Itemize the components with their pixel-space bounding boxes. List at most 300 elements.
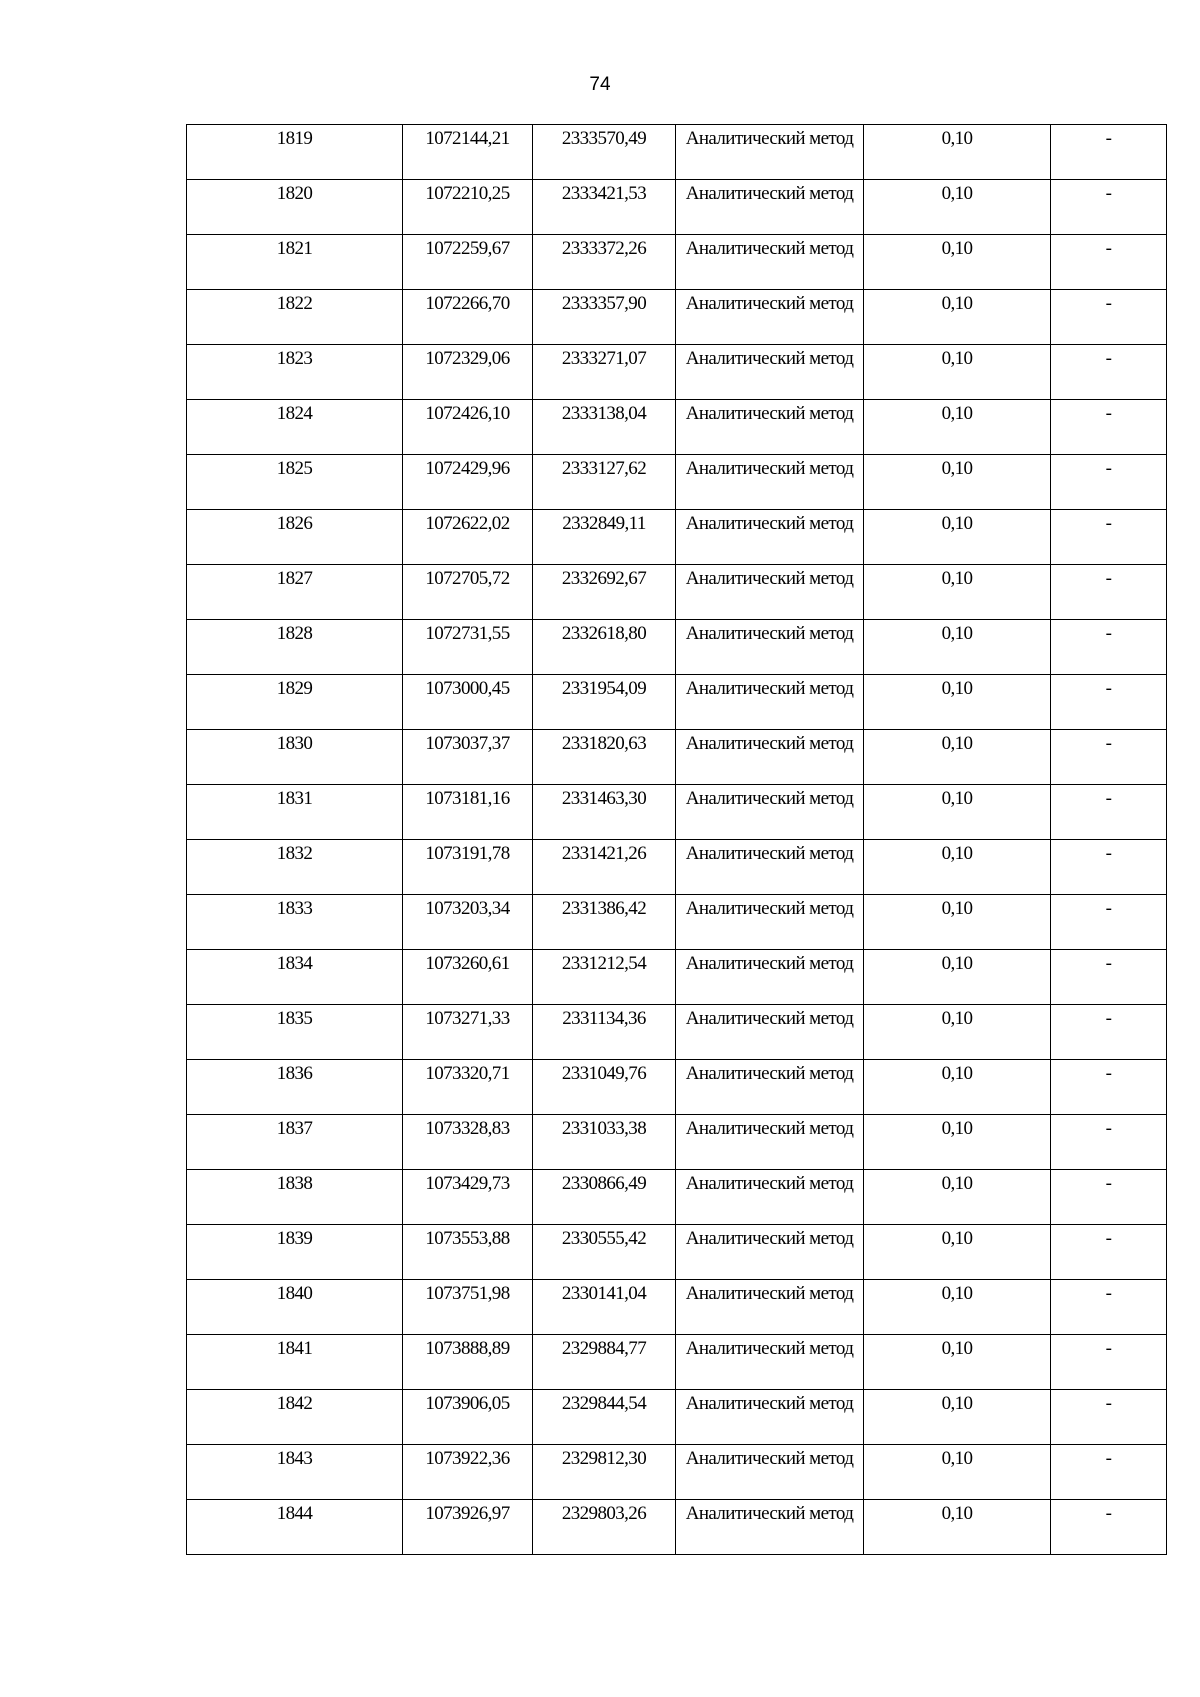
cell-x-coordinate <box>403 1005 533 1060</box>
table-row <box>187 1335 1167 1390</box>
cell-y-coordinate-text: 2331463,30 <box>561 788 647 809</box>
cell-note-text: - <box>1105 1228 1112 1249</box>
cell-accuracy-text: 0,10 <box>941 128 973 149</box>
cell-y-coordinate <box>533 290 676 345</box>
cell-y-coordinate <box>533 950 676 1005</box>
cell-accuracy <box>864 345 1051 400</box>
cell-y-coordinate-text: 2333421,53 <box>561 183 647 204</box>
cell-method <box>676 730 864 785</box>
cell-x-coordinate-text: 1072705,72 <box>425 568 510 589</box>
cell-y-coordinate-text: 2330555,42 <box>561 1228 647 1249</box>
cell-accuracy-text: 0,10 <box>941 1173 973 1194</box>
cell-x-coordinate <box>403 1225 533 1280</box>
cell-point-number-text: 1839 <box>276 1228 313 1249</box>
cell-accuracy-text: 0,10 <box>941 733 973 754</box>
cell-point-number <box>187 950 403 1005</box>
table-row <box>187 1445 1167 1500</box>
table-row <box>187 1060 1167 1115</box>
cell-x-coordinate-text: 1073922,36 <box>425 1448 510 1469</box>
cell-y-coordinate <box>533 1280 676 1335</box>
cell-note-text: - <box>1105 623 1112 644</box>
cell-x-coordinate-text: 1073271,33 <box>425 1008 510 1029</box>
table-row <box>187 400 1167 455</box>
cell-x-coordinate <box>403 730 533 785</box>
cell-y-coordinate-text: 2333372,26 <box>561 238 647 259</box>
cell-point-number-text: 1832 <box>276 843 313 864</box>
cell-y-coordinate-text: 2330141,04 <box>561 1283 647 1304</box>
cell-method <box>676 1060 864 1115</box>
cell-x-coordinate <box>403 1445 533 1500</box>
cell-y-coordinate <box>533 455 676 510</box>
table-body <box>187 125 1167 1555</box>
cell-y-coordinate <box>533 1225 676 1280</box>
cell-y-coordinate-text: 2332692,67 <box>561 568 647 589</box>
cell-accuracy-text: 0,10 <box>941 1228 973 1249</box>
cell-accuracy-text: 0,10 <box>941 953 973 974</box>
cell-note <box>1051 400 1167 455</box>
cell-method-text: Аналитический метод <box>685 1283 854 1304</box>
cell-accuracy <box>864 180 1051 235</box>
cell-accuracy <box>864 1060 1051 1115</box>
cell-method-text: Аналитический метод <box>685 1393 854 1414</box>
cell-y-coordinate-text: 2331049,76 <box>561 1063 647 1084</box>
cell-point-number <box>187 180 403 235</box>
cell-point-number-text: 1820 <box>276 183 313 204</box>
cell-accuracy-text: 0,10 <box>941 1448 973 1469</box>
cell-accuracy <box>864 455 1051 510</box>
cell-point-number <box>187 400 403 455</box>
cell-point-number-text: 1821 <box>276 238 313 259</box>
cell-note-text: - <box>1105 953 1112 974</box>
cell-point-number <box>187 1445 403 1500</box>
cell-point-number <box>187 235 403 290</box>
cell-accuracy-text: 0,10 <box>941 678 973 699</box>
cell-note <box>1051 785 1167 840</box>
cell-accuracy <box>864 235 1051 290</box>
cell-x-coordinate-text: 1073000,45 <box>425 678 510 699</box>
cell-point-number <box>187 290 403 345</box>
table-row <box>187 510 1167 565</box>
cell-note <box>1051 1500 1167 1555</box>
cell-method-text: Аналитический метод <box>685 788 854 809</box>
cell-x-coordinate <box>403 1335 533 1390</box>
cell-x-coordinate-text: 1073888,89 <box>425 1338 510 1359</box>
cell-point-number-text: 1838 <box>276 1173 313 1194</box>
cell-note <box>1051 730 1167 785</box>
cell-x-coordinate-text: 1072266,70 <box>425 293 510 314</box>
cell-method-text: Аналитический метод <box>685 1228 854 1249</box>
cell-note-text: - <box>1105 1063 1112 1084</box>
cell-method-text: Аналитический метод <box>685 733 854 754</box>
cell-method <box>676 1005 864 1060</box>
cell-point-number-text: 1840 <box>276 1283 313 1304</box>
cell-point-number-text: 1842 <box>276 1393 313 1414</box>
cell-accuracy-text: 0,10 <box>941 1393 973 1414</box>
cell-accuracy-text: 0,10 <box>941 238 973 259</box>
cell-x-coordinate-text: 1073037,37 <box>425 733 510 754</box>
cell-accuracy-text: 0,10 <box>941 1008 973 1029</box>
cell-y-coordinate-text: 2333138,04 <box>561 403 647 424</box>
cell-accuracy-text: 0,10 <box>941 183 973 204</box>
cell-y-coordinate-text: 2329884,77 <box>561 1338 647 1359</box>
cell-x-coordinate-text: 1072329,06 <box>425 348 510 369</box>
cell-note-text: - <box>1105 458 1112 479</box>
cell-note <box>1051 455 1167 510</box>
cell-x-coordinate-text: 1073429,73 <box>425 1173 510 1194</box>
cell-accuracy-text: 0,10 <box>941 1503 973 1524</box>
table-row <box>187 1390 1167 1445</box>
cell-x-coordinate <box>403 1390 533 1445</box>
cell-method <box>676 400 864 455</box>
cell-point-number <box>187 1280 403 1335</box>
cell-method <box>676 1225 864 1280</box>
cell-accuracy <box>864 840 1051 895</box>
cell-note-text: - <box>1105 403 1112 424</box>
cell-accuracy-text: 0,10 <box>941 348 973 369</box>
cell-x-coordinate <box>403 1060 533 1115</box>
cell-point-number-text: 1834 <box>276 953 313 974</box>
cell-x-coordinate-text: 1072426,10 <box>425 403 510 424</box>
cell-note-text: - <box>1105 1448 1112 1469</box>
cell-y-coordinate-text: 2333357,90 <box>561 293 647 314</box>
cell-point-number-text: 1837 <box>276 1118 313 1139</box>
cell-point-number-text: 1819 <box>276 128 313 149</box>
cell-note <box>1051 1115 1167 1170</box>
cell-x-coordinate-text: 1073203,34 <box>425 898 510 919</box>
cell-accuracy <box>864 620 1051 675</box>
cell-accuracy-text: 0,10 <box>941 458 973 479</box>
cell-x-coordinate <box>403 1280 533 1335</box>
cell-note <box>1051 290 1167 345</box>
cell-point-number <box>187 840 403 895</box>
cell-accuracy <box>864 895 1051 950</box>
cell-accuracy <box>864 1225 1051 1280</box>
cell-method-text: Аналитический метод <box>685 568 854 589</box>
cell-method <box>676 290 864 345</box>
table-row <box>187 895 1167 950</box>
cell-x-coordinate-text: 1073751,98 <box>425 1283 510 1304</box>
cell-point-number <box>187 565 403 620</box>
cell-accuracy-text: 0,10 <box>941 513 973 534</box>
table-row <box>187 620 1167 675</box>
cell-x-coordinate <box>403 290 533 345</box>
table-row <box>187 125 1167 180</box>
cell-method <box>676 895 864 950</box>
cell-point-number-text: 1830 <box>276 733 313 754</box>
cell-accuracy <box>864 1390 1051 1445</box>
cell-y-coordinate <box>533 180 676 235</box>
cell-note-text: - <box>1105 348 1112 369</box>
cell-point-number-text: 1831 <box>276 788 313 809</box>
table-row <box>187 950 1167 1005</box>
cell-method-text: Аналитический метод <box>685 128 854 149</box>
cell-note-text: - <box>1105 1338 1112 1359</box>
cell-method <box>676 620 864 675</box>
cell-y-coordinate <box>533 345 676 400</box>
cell-method-text: Аналитический метод <box>685 1173 854 1194</box>
cell-accuracy-text: 0,10 <box>941 1118 973 1139</box>
cell-method-text: Аналитический метод <box>685 1338 854 1359</box>
cell-x-coordinate <box>403 675 533 730</box>
table-row <box>187 235 1167 290</box>
table-row <box>187 785 1167 840</box>
cell-point-number-text: 1844 <box>276 1503 313 1524</box>
cell-note-text: - <box>1105 293 1112 314</box>
cell-note-text: - <box>1105 788 1112 809</box>
cell-method <box>676 510 864 565</box>
cell-point-number <box>187 1170 403 1225</box>
cell-point-number <box>187 675 403 730</box>
cell-point-number-text: 1824 <box>276 403 313 424</box>
cell-y-coordinate <box>533 1390 676 1445</box>
table-row <box>187 1115 1167 1170</box>
cell-accuracy-text: 0,10 <box>941 843 973 864</box>
cell-y-coordinate <box>533 1500 676 1555</box>
cell-point-number <box>187 510 403 565</box>
cell-note <box>1051 1335 1167 1390</box>
table-row <box>187 180 1167 235</box>
cell-note <box>1051 1060 1167 1115</box>
cell-x-coordinate-text: 1072210,25 <box>425 183 510 204</box>
cell-y-coordinate <box>533 1445 676 1500</box>
cell-note <box>1051 235 1167 290</box>
cell-x-coordinate <box>403 455 533 510</box>
cell-x-coordinate <box>403 345 533 400</box>
cell-x-coordinate <box>403 1170 533 1225</box>
page-number: 74 <box>589 74 611 95</box>
cell-point-number <box>187 895 403 950</box>
cell-point-number <box>187 1390 403 1445</box>
cell-x-coordinate-text: 1072731,55 <box>425 623 510 644</box>
cell-method-text: Аналитический метод <box>685 843 854 864</box>
cell-method <box>676 1115 864 1170</box>
cell-y-coordinate-text: 2329812,30 <box>561 1448 647 1469</box>
cell-method <box>676 950 864 1005</box>
cell-accuracy-text: 0,10 <box>941 1283 973 1304</box>
cell-note-text: - <box>1105 898 1112 919</box>
cell-note-text: - <box>1105 1173 1112 1194</box>
cell-accuracy <box>864 1500 1051 1555</box>
cell-accuracy-text: 0,10 <box>941 898 973 919</box>
cell-note-text: - <box>1105 1503 1112 1524</box>
cell-accuracy-text: 0,10 <box>941 1063 973 1084</box>
table-row <box>187 290 1167 345</box>
cell-x-coordinate-text: 1073181,16 <box>425 788 510 809</box>
cell-accuracy <box>864 785 1051 840</box>
cell-point-number <box>187 1005 403 1060</box>
cell-x-coordinate-text: 1073320,71 <box>425 1063 510 1084</box>
cell-y-coordinate-text: 2332618,80 <box>561 623 647 644</box>
cell-point-number-text: 1828 <box>276 623 313 644</box>
table-row <box>187 345 1167 400</box>
cell-accuracy-text: 0,10 <box>941 1338 973 1359</box>
cell-accuracy <box>864 675 1051 730</box>
cell-note-text: - <box>1105 513 1112 534</box>
cell-method <box>676 785 864 840</box>
cell-method-text: Аналитический метод <box>685 678 854 699</box>
cell-y-coordinate <box>533 1115 676 1170</box>
cell-y-coordinate-text: 2331954,09 <box>561 678 647 699</box>
cell-method <box>676 675 864 730</box>
cell-method <box>676 1500 864 1555</box>
cell-point-number <box>187 785 403 840</box>
cell-y-coordinate <box>533 565 676 620</box>
cell-accuracy <box>864 950 1051 1005</box>
cell-note <box>1051 1225 1167 1280</box>
cell-note <box>1051 345 1167 400</box>
cell-method <box>676 1280 864 1335</box>
cell-method-text: Аналитический метод <box>685 513 854 534</box>
cell-y-coordinate-text: 2333271,07 <box>561 348 647 369</box>
coordinates-table <box>186 124 1167 1555</box>
cell-x-coordinate-text: 1073260,61 <box>425 953 510 974</box>
cell-method-text: Аналитический метод <box>685 458 854 479</box>
cell-y-coordinate-text: 2331820,63 <box>561 733 647 754</box>
cell-accuracy-text: 0,10 <box>941 568 973 589</box>
cell-method-text: Аналитический метод <box>685 1063 854 1084</box>
cell-y-coordinate <box>533 1005 676 1060</box>
cell-accuracy <box>864 565 1051 620</box>
cell-x-coordinate <box>403 510 533 565</box>
cell-method <box>676 345 864 400</box>
cell-y-coordinate <box>533 620 676 675</box>
cell-method <box>676 840 864 895</box>
cell-note <box>1051 1445 1167 1500</box>
cell-x-coordinate <box>403 235 533 290</box>
cell-x-coordinate-text: 1072144,21 <box>425 128 510 149</box>
cell-accuracy-text: 0,10 <box>941 788 973 809</box>
cell-note-text: - <box>1105 733 1112 754</box>
cell-accuracy <box>864 400 1051 455</box>
cell-x-coordinate <box>403 1500 533 1555</box>
cell-point-number <box>187 1335 403 1390</box>
cell-y-coordinate <box>533 785 676 840</box>
cell-point-number-text: 1843 <box>276 1448 313 1469</box>
cell-y-coordinate-text: 2331134,36 <box>562 1008 646 1029</box>
cell-note-text: - <box>1105 1008 1112 1029</box>
cell-y-coordinate <box>533 840 676 895</box>
cell-x-coordinate-text: 1073926,97 <box>425 1503 510 1524</box>
cell-note-text: - <box>1105 843 1112 864</box>
cell-note-text: - <box>1105 1393 1112 1414</box>
cell-method-text: Аналитический метод <box>685 1503 854 1524</box>
cell-point-number-text: 1827 <box>276 568 313 589</box>
cell-x-coordinate-text: 1072259,67 <box>425 238 510 259</box>
cell-note <box>1051 950 1167 1005</box>
table-row <box>187 1170 1167 1225</box>
cell-method-text: Аналитический метод <box>685 238 854 259</box>
cell-method <box>676 565 864 620</box>
cell-note-text: - <box>1105 238 1112 259</box>
cell-y-coordinate-text: 2331421,26 <box>561 843 647 864</box>
cell-point-number <box>187 1115 403 1170</box>
cell-accuracy-text: 0,10 <box>941 623 973 644</box>
cell-method-text: Аналитический метод <box>685 1118 854 1139</box>
cell-method <box>676 125 864 180</box>
cell-accuracy-text: 0,10 <box>941 403 973 424</box>
cell-x-coordinate <box>403 1115 533 1170</box>
table-row <box>187 455 1167 510</box>
cell-y-coordinate-text: 2333570,49 <box>561 128 647 149</box>
table-row <box>187 730 1167 785</box>
table-row <box>187 565 1167 620</box>
cell-note-text: - <box>1105 1118 1112 1139</box>
cell-note-text: - <box>1105 183 1112 204</box>
cell-note <box>1051 1280 1167 1335</box>
cell-x-coordinate <box>403 180 533 235</box>
cell-y-coordinate-text: 2329844,54 <box>561 1393 647 1414</box>
cell-method-text: Аналитический метод <box>685 953 854 974</box>
cell-x-coordinate-text: 1072429,96 <box>425 458 510 479</box>
cell-method <box>676 1170 864 1225</box>
cell-point-number-text: 1823 <box>276 348 313 369</box>
cell-x-coordinate-text: 1073328,83 <box>425 1118 510 1139</box>
cell-y-coordinate <box>533 510 676 565</box>
cell-point-number-text: 1841 <box>276 1338 313 1359</box>
cell-method <box>676 1390 864 1445</box>
cell-point-number-text: 1829 <box>276 678 313 699</box>
cell-method <box>676 1335 864 1390</box>
cell-point-number-text: 1835 <box>276 1008 313 1029</box>
cell-note-text: - <box>1105 678 1112 699</box>
cell-point-number-text: 1825 <box>276 458 313 479</box>
cell-note <box>1051 125 1167 180</box>
cell-y-coordinate <box>533 1060 676 1115</box>
cell-point-number <box>187 1060 403 1115</box>
cell-y-coordinate-text: 2332849,11 <box>562 513 646 534</box>
cell-x-coordinate <box>403 620 533 675</box>
cell-accuracy <box>864 1115 1051 1170</box>
cell-y-coordinate <box>533 400 676 455</box>
cell-x-coordinate <box>403 125 533 180</box>
cell-x-coordinate-text: 1072622,02 <box>425 513 510 534</box>
cell-accuracy <box>864 510 1051 565</box>
cell-y-coordinate <box>533 895 676 950</box>
cell-point-number <box>187 345 403 400</box>
cell-accuracy <box>864 1445 1051 1500</box>
cell-accuracy <box>864 1170 1051 1225</box>
cell-x-coordinate-text: 1073553,88 <box>425 1228 510 1249</box>
cell-y-coordinate-text: 2329803,26 <box>561 1503 647 1524</box>
cell-note-text: - <box>1105 128 1112 149</box>
cell-y-coordinate <box>533 125 676 180</box>
cell-note <box>1051 1170 1167 1225</box>
table-row <box>187 1280 1167 1335</box>
cell-method-text: Аналитический метод <box>685 623 854 644</box>
cell-note <box>1051 1390 1167 1445</box>
cell-accuracy-text: 0,10 <box>941 293 973 314</box>
cell-method-text: Аналитический метод <box>685 293 854 314</box>
cell-y-coordinate <box>533 235 676 290</box>
cell-point-number <box>187 620 403 675</box>
cell-x-coordinate <box>403 950 533 1005</box>
cell-note-text: - <box>1105 1283 1112 1304</box>
cell-point-number-text: 1826 <box>276 513 313 534</box>
cell-note <box>1051 565 1167 620</box>
cell-point-number-text: 1833 <box>276 898 313 919</box>
table-row <box>187 675 1167 730</box>
cell-note <box>1051 620 1167 675</box>
cell-method-text: Аналитический метод <box>685 348 854 369</box>
table-row <box>187 1225 1167 1280</box>
cell-y-coordinate-text: 2331033,38 <box>561 1118 647 1139</box>
cell-point-number <box>187 455 403 510</box>
cell-x-coordinate-text: 1073191,78 <box>425 843 510 864</box>
cell-accuracy <box>864 1335 1051 1390</box>
cell-x-coordinate-text: 1073906,05 <box>425 1393 510 1414</box>
cell-y-coordinate <box>533 675 676 730</box>
cell-note <box>1051 840 1167 895</box>
